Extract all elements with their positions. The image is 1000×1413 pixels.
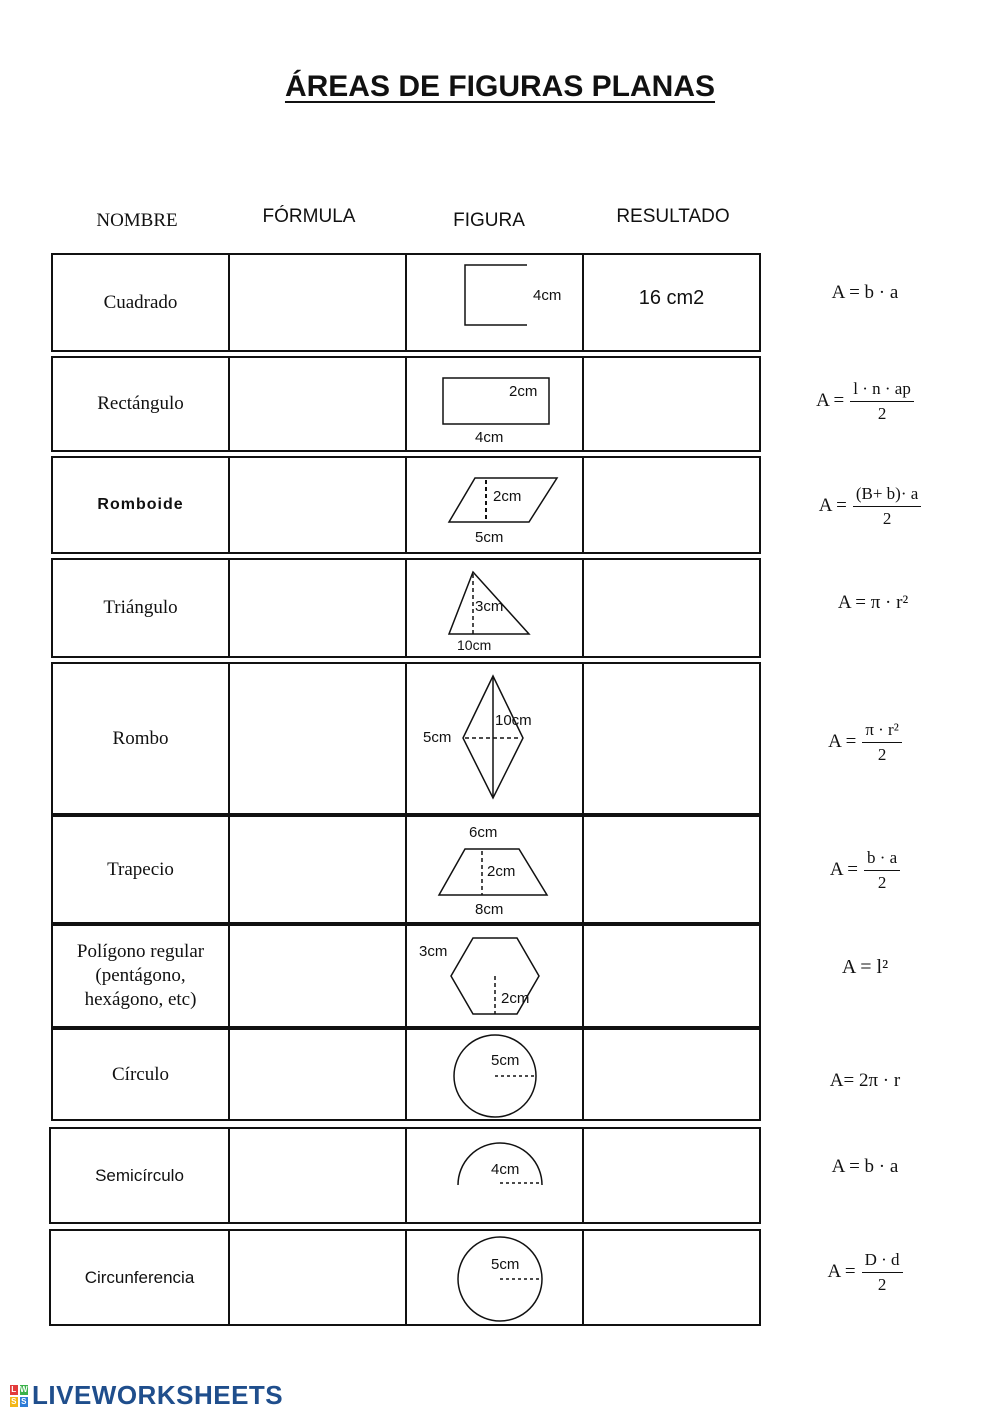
formula-option[interactable] bbox=[805, 478, 935, 534]
result-cell[interactable] bbox=[584, 358, 759, 450]
logo-mark-letter: S bbox=[11, 1396, 17, 1406]
dimension-label: 4cm bbox=[491, 1161, 520, 1178]
header-figura: FIGURA bbox=[453, 210, 525, 231]
formula-fraction bbox=[862, 720, 902, 765]
figure-cell bbox=[407, 358, 584, 450]
formula-denominator: 2 bbox=[877, 403, 887, 423]
dimension-label: 4cm bbox=[533, 287, 562, 304]
table-row-poligono bbox=[51, 924, 761, 1028]
dimension-label: 6cm bbox=[469, 824, 498, 841]
dimension-label: 5cm bbox=[423, 729, 452, 746]
row-name: Circunferencia bbox=[51, 1231, 230, 1324]
formula-numerator: l · n · ap bbox=[850, 379, 914, 402]
formula-denominator: 2 bbox=[882, 508, 892, 528]
formula-input-cell[interactable] bbox=[230, 1231, 407, 1324]
dimension-label: 3cm bbox=[419, 943, 448, 960]
formula-option[interactable]: A= 2π · r bbox=[829, 1070, 901, 1091]
row-name bbox=[53, 926, 230, 1026]
figure-cell bbox=[407, 1231, 584, 1324]
formula-option[interactable] bbox=[800, 373, 930, 429]
formula-fraction bbox=[850, 379, 914, 424]
figure-cell bbox=[407, 458, 584, 552]
row-name: Círculo bbox=[53, 1030, 230, 1119]
header-formula: FÓRMULA bbox=[262, 206, 356, 227]
formula-option[interactable] bbox=[800, 714, 930, 770]
result-cell[interactable] bbox=[584, 926, 759, 1026]
formula-prefix: A = bbox=[818, 495, 847, 516]
page-title: ÁREAS DE FIGURAS PLANAS bbox=[284, 70, 716, 103]
formula-input-cell[interactable] bbox=[230, 1030, 407, 1119]
table-row-triangulo bbox=[51, 558, 761, 658]
trapezoid-figure bbox=[407, 817, 582, 922]
formula-option[interactable] bbox=[800, 1244, 930, 1300]
formula-prefix: A = bbox=[816, 390, 845, 411]
figure-cell bbox=[407, 560, 584, 656]
figure-cell bbox=[407, 817, 584, 922]
hexagon-figure bbox=[407, 926, 582, 1026]
formula-input-cell[interactable] bbox=[230, 560, 407, 656]
formula-numerator: π · r² bbox=[862, 720, 902, 743]
formula-input-cell[interactable] bbox=[230, 458, 407, 552]
formula-fraction bbox=[862, 1250, 903, 1295]
formula-denominator: 2 bbox=[877, 1274, 887, 1294]
dimension-label: 5cm bbox=[491, 1052, 520, 1069]
logo-mark-letter: S bbox=[21, 1396, 27, 1406]
circumference-figure bbox=[407, 1231, 582, 1324]
figure-cell bbox=[407, 664, 584, 813]
formula-input-cell[interactable] bbox=[230, 926, 407, 1026]
formula-fraction bbox=[864, 848, 900, 893]
formula-input-cell[interactable] bbox=[230, 358, 407, 450]
formula-denominator: 2 bbox=[877, 872, 887, 892]
figure-cell bbox=[407, 255, 584, 350]
formula-input-cell[interactable] bbox=[230, 255, 407, 350]
dimension-label: 5cm bbox=[475, 529, 504, 546]
dimension-label: 2cm bbox=[493, 488, 522, 505]
row-name: Semicírculo bbox=[51, 1129, 230, 1222]
table-row-circulo bbox=[51, 1028, 761, 1121]
table-row-circunferencia bbox=[49, 1229, 761, 1326]
row-name-line: hexágono, etc) bbox=[84, 988, 197, 1010]
logo-mark-icon bbox=[10, 1385, 28, 1407]
row-name: Cuadrado bbox=[53, 255, 230, 350]
formula-numerator: D · d bbox=[862, 1250, 903, 1273]
dimension-label: 4cm bbox=[475, 429, 504, 446]
formula-input-cell[interactable] bbox=[230, 664, 407, 813]
logo-text: LIVEWORKSHEETS bbox=[32, 1380, 284, 1410]
formula-input-cell[interactable] bbox=[230, 1129, 407, 1222]
table-row-rectangulo bbox=[51, 356, 761, 452]
dimension-label: 5cm bbox=[491, 1256, 520, 1273]
dimension-label: 3cm bbox=[475, 598, 504, 615]
dimension-label: 2cm bbox=[501, 990, 530, 1007]
formula-fraction bbox=[853, 484, 921, 529]
liveworksheets-logo bbox=[10, 1380, 283, 1411]
result-cell[interactable] bbox=[584, 458, 759, 552]
row-name-line: Polígono regular bbox=[76, 941, 205, 963]
row-name: Romboide bbox=[53, 458, 230, 552]
row-name: Rectángulo bbox=[53, 358, 230, 450]
square-figure bbox=[407, 255, 582, 350]
romboid-figure bbox=[407, 458, 582, 552]
figure-cell bbox=[407, 926, 584, 1026]
formula-option[interactable]: A = π · r² bbox=[837, 592, 909, 613]
dimension-label: 8cm bbox=[475, 901, 504, 918]
formula-denominator: 2 bbox=[877, 744, 887, 764]
result-cell[interactable] bbox=[584, 560, 759, 656]
dimension-label: 10cm bbox=[457, 637, 492, 653]
table-row-trapecio bbox=[51, 815, 761, 924]
table-row-romboide bbox=[51, 456, 761, 554]
semicircle-figure bbox=[407, 1129, 582, 1222]
circle-figure bbox=[407, 1030, 582, 1119]
result-cell[interactable] bbox=[584, 664, 759, 813]
row-name-line: (pentágono, bbox=[95, 965, 186, 987]
result-cell[interactable]: 16 cm2 bbox=[638, 287, 705, 309]
formula-prefix: A = bbox=[829, 859, 858, 880]
rectangle-figure bbox=[407, 358, 582, 450]
formula-prefix: A = bbox=[828, 731, 857, 752]
formula-option[interactable]: A = b · a bbox=[831, 282, 899, 303]
dimension-label: 2cm bbox=[487, 863, 516, 880]
row-name: Triángulo bbox=[53, 560, 230, 656]
formula-numerator: b · a bbox=[864, 848, 900, 871]
formula-prefix: A = bbox=[827, 1261, 856, 1282]
header-resultado: RESULTADO bbox=[616, 206, 730, 227]
table-row-rombo bbox=[51, 662, 761, 815]
formula-numerator: (B+ b)· a bbox=[853, 484, 921, 507]
dimension-label: 2cm bbox=[509, 383, 538, 400]
figure-cell bbox=[407, 1030, 584, 1119]
formula-input-cell[interactable] bbox=[230, 817, 407, 922]
formula-option[interactable]: A = l² bbox=[841, 955, 889, 978]
formula-option[interactable] bbox=[800, 842, 930, 898]
table-row-semicirculo bbox=[49, 1127, 761, 1224]
result-cell[interactable] bbox=[584, 817, 759, 922]
rhombus-figure bbox=[407, 664, 582, 813]
logo-mark-letter: L bbox=[11, 1384, 17, 1394]
figure-cell bbox=[407, 1129, 584, 1222]
header-nombre: NOMBRE bbox=[96, 210, 178, 231]
row-name: Trapecio bbox=[53, 817, 230, 922]
row-name: Rombo bbox=[53, 664, 230, 813]
result-cell[interactable] bbox=[584, 1129, 759, 1222]
dimension-label: 10cm bbox=[495, 712, 532, 729]
result-cell[interactable] bbox=[584, 1030, 759, 1119]
formula-option[interactable]: A = b · a bbox=[831, 1156, 899, 1177]
logo-mark-letter: W bbox=[20, 1384, 29, 1394]
table-row-cuadrado bbox=[51, 253, 761, 352]
triangle-figure bbox=[407, 560, 582, 656]
result-cell[interactable] bbox=[584, 1231, 759, 1324]
